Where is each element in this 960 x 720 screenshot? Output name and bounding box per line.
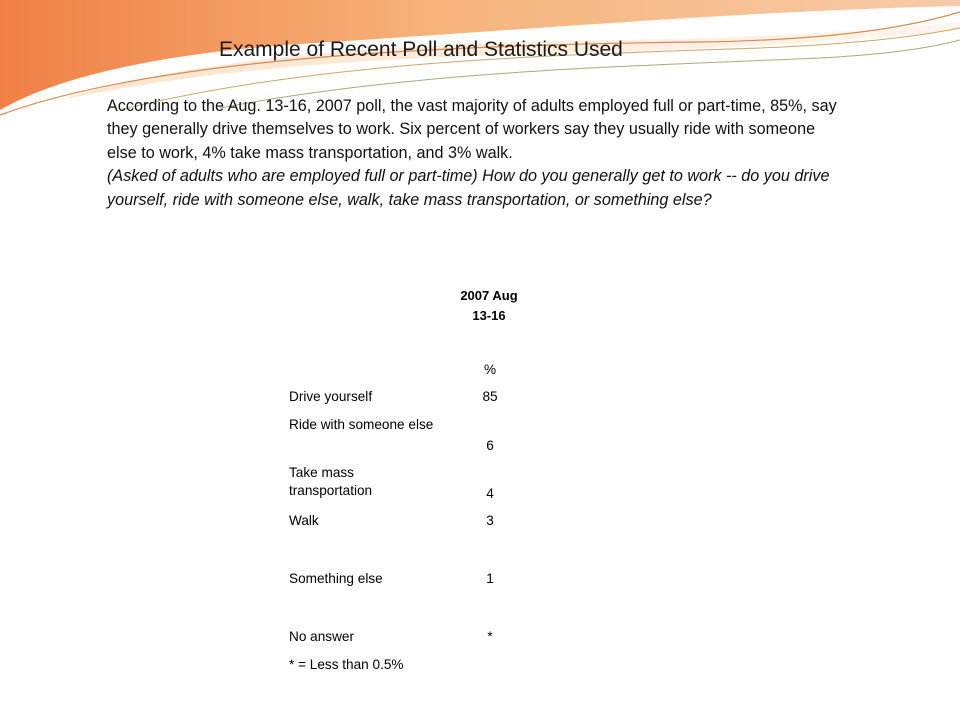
row-value: 3 [486, 513, 494, 528]
row-label: No answer [289, 629, 354, 644]
slide-title: Example of Recent Poll and Statistics Used [219, 38, 623, 61]
row-label: Take mass transportation [289, 465, 373, 498]
row-label: Drive yourself [289, 389, 373, 404]
row-value: 6 [486, 438, 494, 453]
column-header-range: 13-16 [472, 308, 506, 323]
table-footnote: * = Less than 0.5% [289, 657, 404, 672]
body-text [107, 95, 837, 212]
row-label: Ride with someone else [289, 417, 434, 432]
row-label: Something else [289, 571, 383, 586]
row-value: * [487, 629, 493, 644]
poll-question: (Asked of adults who are employed full or part-time) How do you generally get to work -- do you drive yourself, ride with someone else, walk, take mass transportation, or something else? [107, 167, 830, 209]
row-value: 1 [486, 571, 494, 586]
unit-label: % [483, 362, 497, 377]
column-header [420, 286, 558, 326]
row-label: Walk [289, 513, 319, 528]
column-header-date: 2007 Aug [460, 288, 518, 303]
poll-summary: According to the Aug. 13-16, 2007 poll, the vast majority of adults employed full or part-time, 85%, say they generally drive themselves to work. Six percent of workers say they usually ride with someone else to work, 4% take mass transportation, and 3% walk. [107, 97, 837, 162]
row-value: 4 [486, 486, 494, 501]
row-value: 85 [482, 389, 498, 404]
